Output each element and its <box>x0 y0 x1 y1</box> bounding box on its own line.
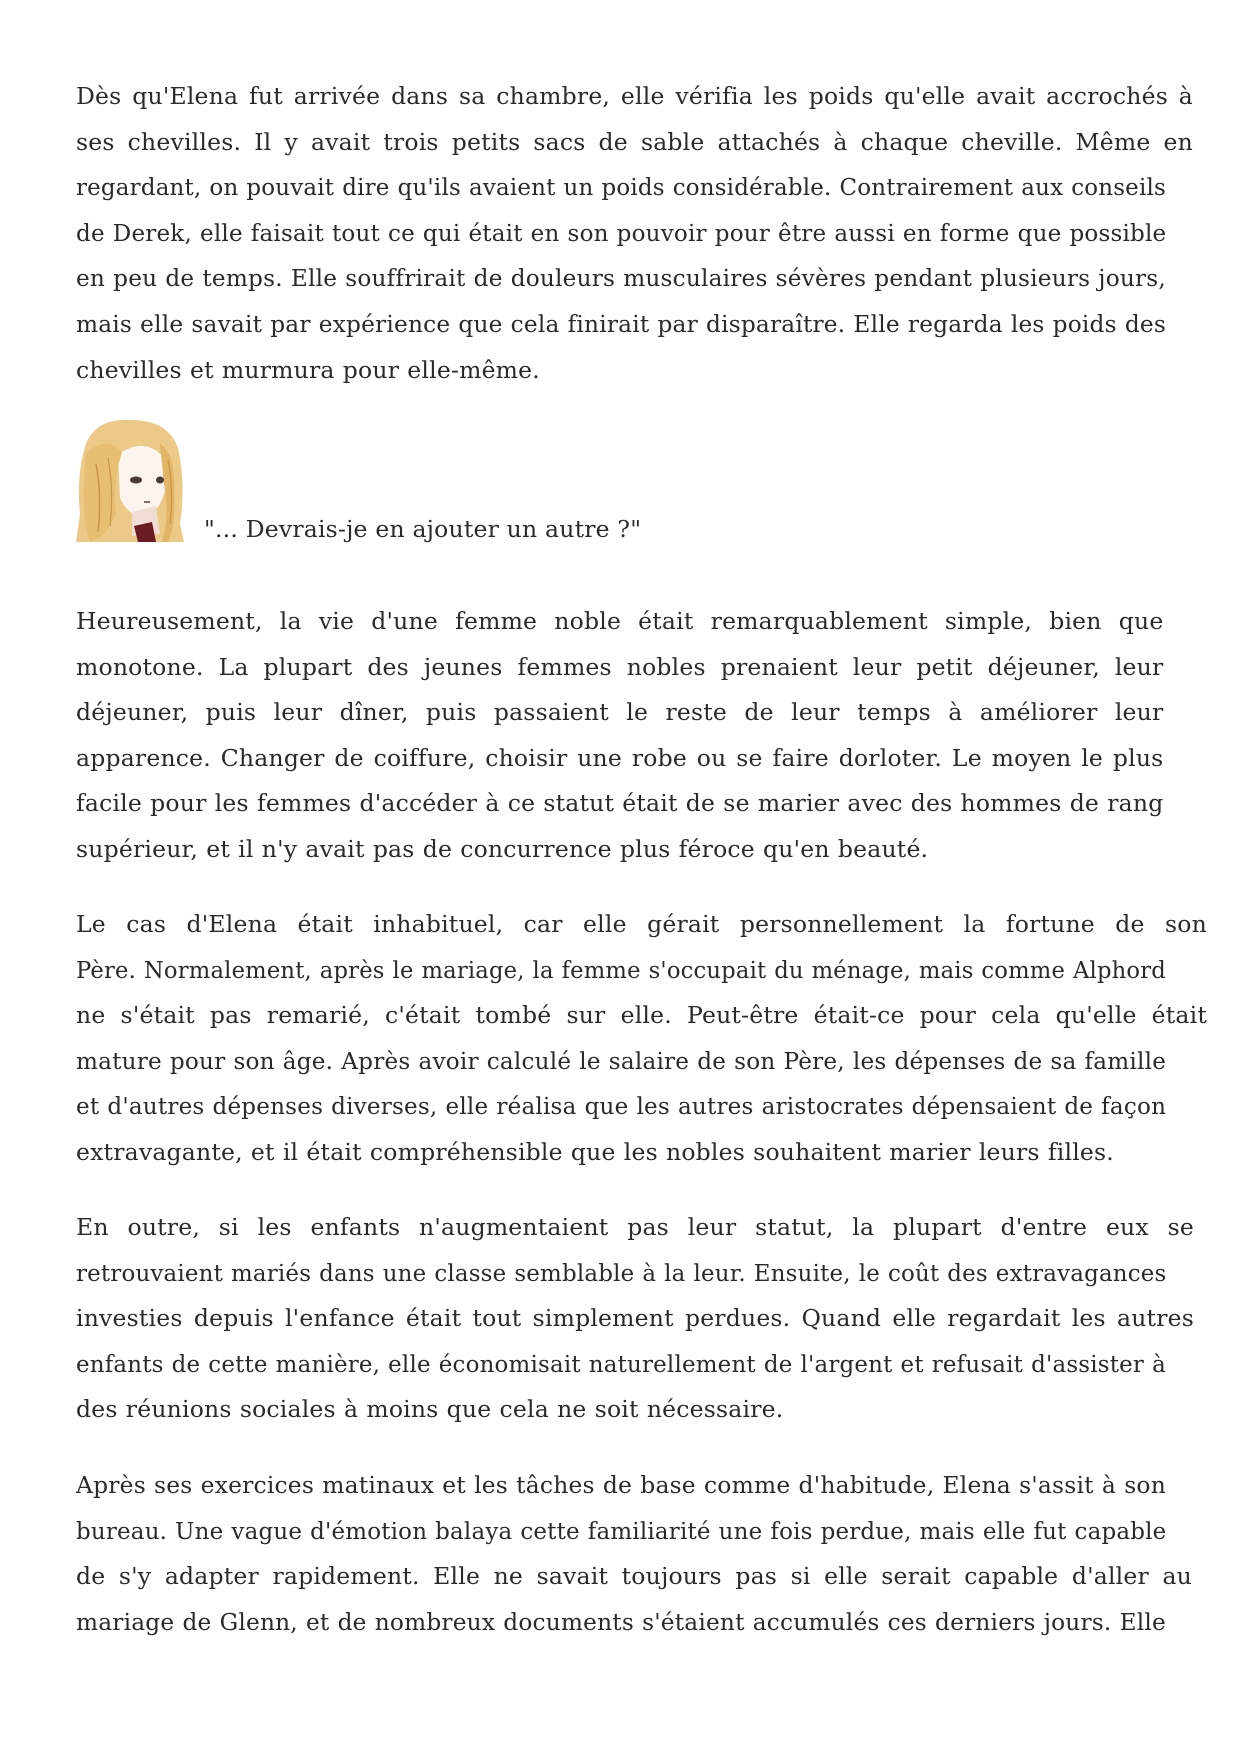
text-line: Père. Normalement, après le mariage, la femme s'occupait du ménage, mais comme Alphord <box>76 955 1166 984</box>
elena-portrait-icon <box>76 414 186 542</box>
paragraph-4 <box>76 1205 1194 1433</box>
text-line: Heureusement, la vie d'une femme noble était remarquablement simple, bien que <box>76 607 1164 635</box>
text-line: enfants de cette manière, elle économisait naturellement de l'argent et refusait d'assister à <box>76 1349 1166 1378</box>
text-line: Dès qu'Elena fut arrivée dans sa chambre, elle vérifia les poids qu'elle avait accrochés à <box>76 82 1193 110</box>
text-line: chevilles et murmura pour elle-même. <box>76 355 540 384</box>
text-line: regardant, on pouvait dire qu'ils avaient un poids considérable. Contrairement aux conseils <box>76 173 1166 202</box>
text-line: ses chevilles. Il y avait trois petits sacs de sable attachés à chaque cheville. Même en <box>76 127 1193 156</box>
paragraph-1 <box>76 74 1193 393</box>
text-line: monotone. La plupart des jeunes femmes nobles prenaient leur petit déjeuner, leur <box>76 652 1164 681</box>
text-line: mariage de Glenn, et de nombreux documents s'étaient accumulés ces derniers jours. Elle <box>76 1607 1166 1636</box>
text-line: En outre, si les enfants n'augmentaient pas leur statut, la plupart d'entre eux se <box>76 1213 1194 1241</box>
text-line: ne s'était pas remarié, c'était tombé sur elle. Peut-être était-ce pour cela qu'elle était <box>76 1001 1207 1030</box>
text-line: et d'autres dépenses diverses, elle réalisa que les autres aristocrates dépensaient de façon <box>76 1092 1167 1121</box>
text-line: Le cas d'Elena était inhabituel, car elle gérait personnellement la fortune de son <box>76 910 1207 938</box>
text-line: extravagante, et il était compréhensible que les nobles souhaitent marier leurs filles. <box>76 1137 1114 1166</box>
text-line: supérieur, et il n'y avait pas de concurrence plus féroce qu'en beauté. <box>76 834 929 863</box>
text-line: bureau. Une vague d'émotion balaya cette familiarité une fois perdue, mais elle fut capable <box>76 1516 1167 1545</box>
text-line: facile pour les femmes d'accéder à ce statut était de se marier avec des hommes de rang <box>76 789 1164 818</box>
text-line: mature pour son âge. Après avoir calculé le salaire de son Père, les dépenses de sa famille <box>76 1046 1167 1075</box>
elena-avatar-image <box>76 414 186 542</box>
text-line: mais elle savait par expérience que cela finirait par disparaître. Elle regarda les poids des <box>76 309 1166 338</box>
text-line: de s'y adapter rapidement. Elle ne savait toujours pas si elle serait capable d'aller au <box>76 1562 1192 1591</box>
text-line: déjeuner, puis leur dîner, puis passaient le reste de leur temps à améliorer leur <box>76 698 1164 727</box>
text-line: en peu de temps. Elle souffrirait de douleurs musculaires sévères pendant plusieurs jours, <box>76 264 1166 293</box>
paragraph-3 <box>76 902 1207 1176</box>
text-line: apparence. Changer de coiffure, choisir une robe ou se faire dorloter. Le moyen le plus <box>76 743 1164 772</box>
text-line: retrouvaient mariés dans une classe semblable à la leur. Ensuite, le coût des extravagances <box>76 1258 1167 1287</box>
paragraph-2 <box>76 599 1163 873</box>
dialogue-block <box>76 414 1166 544</box>
text-line: des réunions sociales à moins que cela ne soit nécessaire. <box>76 1395 784 1424</box>
text-line: de Derek, elle faisait tout ce qui était en son pouvoir pour être aussi en forme que possible <box>76 218 1167 247</box>
dialogue-line: "... Devrais-je en ajouter un autre ?" <box>204 515 642 543</box>
text-line: investies depuis l'enfance était tout simplement perdues. Quand elle regardait les autres <box>76 1304 1194 1333</box>
paragraph-5 <box>76 1463 1192 1645</box>
text-line: Après ses exercices matinaux et les tâches de base comme d'habitude, Elena s'assit à son <box>76 1471 1166 1499</box>
